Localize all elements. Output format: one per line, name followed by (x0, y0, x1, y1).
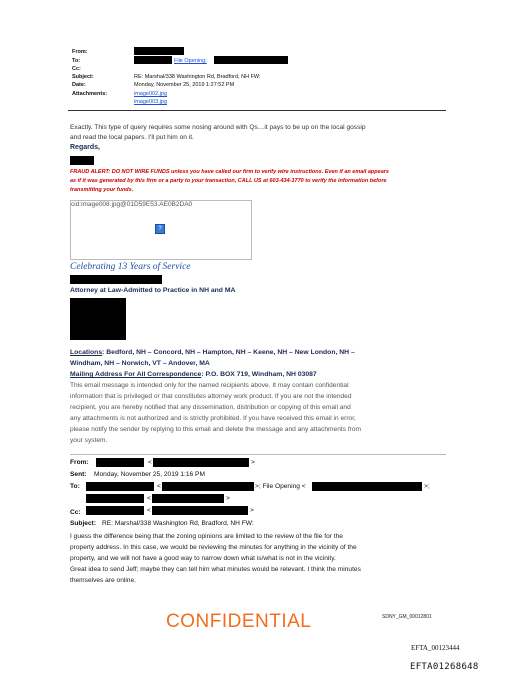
fwd-body-line-1: I guess the difference being that the zoning opinions are limited to the review of the file for the (70, 533, 343, 540)
fwd-body-line-4: Great idea to send Jeff; maybe they can tell him what minutes would be relevant. I think the minutes (70, 566, 361, 573)
fwd-body-line-5: themselves are online. (70, 577, 136, 584)
redacted-to-2 (214, 56, 288, 64)
fwd-to-label: To: (70, 483, 80, 490)
disclaimer-line-1: This email message is intended only for the named recipients above. It may contain confidential (70, 382, 349, 389)
fwd-subject-label: Subject: (70, 520, 97, 527)
redacted-contact-block (70, 298, 126, 340)
disclaimer-line-3: recipient, you are hereby notified that any dissemination, distribution or copying of this email and (70, 404, 351, 411)
fwd-to-end: >; (424, 483, 430, 490)
efta-large: EFTA01268648 (410, 662, 479, 672)
fwd-from-label: From: (70, 459, 89, 466)
redacted-from (134, 47, 184, 55)
fwd-body-line-3: property, and we will not have a good way to narrow down what is/what is not in the vicinity. (70, 555, 336, 562)
attachment-link-2[interactable]: image003.jpg (134, 99, 168, 105)
fraud-alert-line-1: FRAUD ALERT: DO NOT WIRE FUNDS unless you have called our firm to verify wire instructions. Even if an email appears (70, 169, 389, 175)
redacted-to-1 (134, 56, 172, 64)
fwd-to-open-1: < (157, 483, 161, 490)
header-cc-label: Cc: (72, 66, 81, 72)
mailing-address (70, 370, 317, 380)
broken-image-icon: ? (155, 224, 165, 234)
disclaimer-line-5: please notify the sender by replying to this email and delete the message and any attachments from (70, 426, 362, 433)
fwd-cc-close: > (250, 507, 254, 514)
bates-number: SDNY_GM_00012801 (382, 614, 432, 620)
fwd-subject-value: RE: Marshal/338 Washington Rd, Bradford, NH FW: (102, 520, 254, 527)
mailing-value: : P.O. BOX 719, Windham, NH 03087 (201, 371, 317, 378)
locations-label: Locations (70, 349, 103, 356)
locations-list: : Bedford, NH – Concord, NH – Hampton, NH – Keene, NH – New London, NH – (102, 349, 355, 356)
redacted-fwd-from-name (96, 458, 144, 467)
header-subject-value: RE: Marshal/338 Washington Rd, Bradford, NH FW: (134, 74, 261, 80)
fwd-from-open-bracket: < (148, 459, 152, 466)
redacted-fwd-cc-2 (152, 506, 248, 515)
header-to-label: To: (72, 58, 81, 64)
header-attachments-label: Attachments: (72, 91, 108, 97)
image-cid-text: cid:image008.jpg@01D59E53.AE0B2DA0 (71, 201, 193, 208)
locations-line-1 (70, 348, 355, 358)
fwd-divider (70, 454, 446, 455)
redacted-fwd-to-2 (162, 482, 254, 491)
redacted-fwd-from-email (153, 458, 249, 467)
redacted-fwd-to-3 (312, 482, 422, 491)
header-divider (68, 110, 446, 111)
fwd-to-open-2: < (147, 495, 151, 502)
disclaimer-line-2: information that is privileged or that constitutes attorney work product. If you are not the intended (70, 393, 352, 400)
fwd-sent-label: Sent: (70, 471, 87, 478)
confidential-stamp: CONFIDENTIAL (166, 611, 312, 632)
disclaimer-line-4: any attachments is not authorized and is strictly prohibited. If you have received this email in error, (70, 415, 356, 422)
redacted-fwd-to-5 (152, 494, 224, 503)
header-to-link[interactable]: File Opening; (174, 58, 207, 64)
header-date-label: Date: (72, 82, 86, 88)
fwd-to-middle: >; File Opening < (255, 483, 306, 490)
reply-line-1: Exactly. This type of query requires some nosing around with Qs…it pays to be up on the local gossip (70, 124, 366, 131)
header-date-value: Monday, November 25, 2019 1:27:52 PM (134, 82, 235, 88)
fraud-alert-line-3: transmitting your funds. (70, 187, 134, 193)
mailing-label: Mailing Address For All Correspondence (70, 371, 202, 378)
attorney-admission: Attorney at Law-Admitted to Practice in NH and MA (70, 287, 236, 294)
disclaimer-line-6: your system. (70, 437, 108, 444)
header-subject-label: Subject: (72, 74, 94, 80)
redacted-fwd-to-4 (86, 494, 144, 503)
efta-small: EFTA_00123444 (411, 644, 460, 652)
fwd-body-line-2: property address. In this case, we would be reviewing the minutes for anything in the vicinity of the (70, 544, 357, 551)
redacted-signer-name (70, 156, 94, 165)
fwd-from-close-bracket: > (251, 459, 255, 466)
redacted-fwd-to-1 (86, 482, 154, 491)
fwd-cc-open: < (147, 507, 151, 514)
fwd-sent-value: Monday, November 25, 2019 1:16 PM (94, 471, 205, 478)
redacted-fwd-cc-1 (86, 506, 144, 515)
locations-line-2: Windham, NH – Norwich, VT – Andover, MA (70, 360, 210, 367)
fraud-alert-line-2: as if it was generated by this firm or a party to your transaction, CALL US at 603-434-1770 to verify the information before (70, 178, 387, 184)
fwd-cc-label: Cc: (70, 509, 81, 516)
reply-line-2: and read the local papers. I’ll put him on it. (70, 134, 194, 141)
celebrating-text: Celebrating 13 Years of Service (70, 262, 191, 272)
redacted-attorney-name (70, 275, 162, 284)
attachment-link-1[interactable]: image002.jpg (134, 91, 168, 97)
header-from-label: From: (72, 49, 88, 55)
fwd-to-close-2: > (226, 495, 230, 502)
regards-text: Regards, (70, 144, 100, 151)
